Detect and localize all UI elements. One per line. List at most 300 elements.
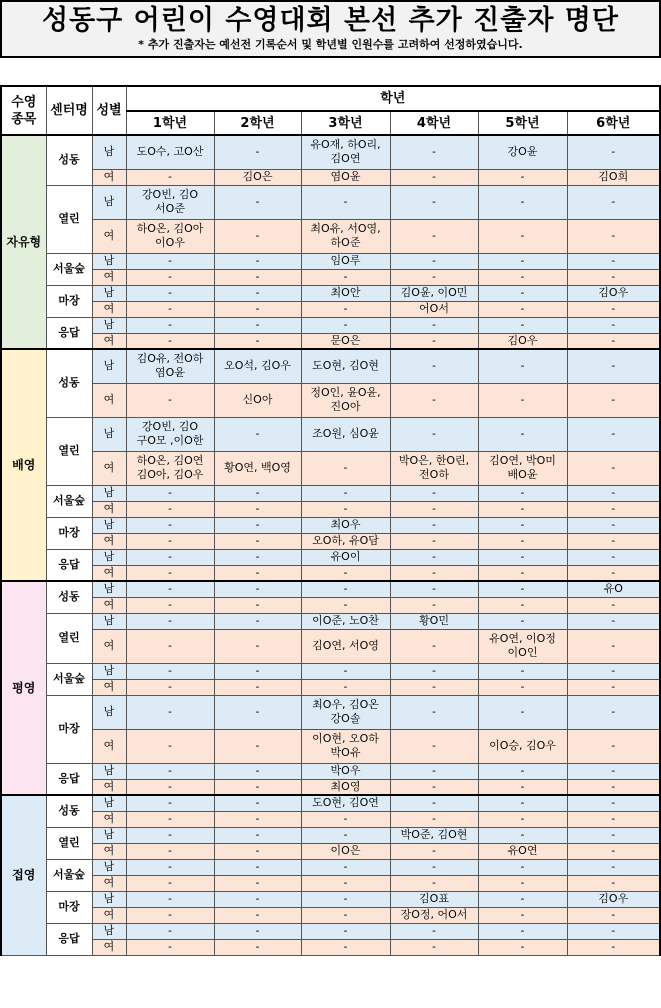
table-row (1, 451, 660, 485)
grade-6-cell: - (567, 811, 660, 827)
grade-3-cell: - (301, 317, 390, 333)
grade-1-cell: - (126, 795, 214, 811)
header-grade-2: 2학년 (214, 111, 301, 135)
grade-4-cell: - (390, 859, 478, 875)
gender-cell: 남 (92, 923, 126, 939)
table-row (1, 779, 660, 795)
center-label: 응답 (46, 549, 92, 581)
grade-2-cell: 신O아 (214, 383, 301, 417)
grade-5-cell: 유O연, 이O정 이O인 (478, 629, 567, 663)
table-row (1, 169, 660, 185)
grade-3-cell: - (301, 301, 390, 317)
grade-5-cell: - (478, 779, 567, 795)
grade-3-cell: - (301, 663, 390, 679)
grade-2-cell: - (214, 859, 301, 875)
gender-cell: 여 (92, 729, 126, 763)
grade-3-cell: 정O인, 윤O윤, 진O아 (301, 383, 390, 417)
grade-4-cell: - (390, 169, 478, 185)
page-title: 성동구 어린이 수영대회 본선 추가 진출자 명단 (42, 5, 619, 36)
grade-3-cell: - (301, 565, 390, 581)
grade-2-cell: - (214, 549, 301, 565)
grade-5-cell: - (478, 907, 567, 923)
grade-6-cell: - (567, 333, 660, 349)
grade-4-cell: - (390, 597, 478, 613)
grade-5-cell: - (478, 679, 567, 695)
gender-cell: 여 (92, 501, 126, 517)
gender-cell: 여 (92, 269, 126, 285)
grade-1-cell: - (126, 565, 214, 581)
header-gender: 성별 (92, 86, 126, 135)
grade-2-cell: - (214, 795, 301, 811)
center-label: 응답 (46, 317, 92, 349)
grade-5-cell: - (478, 301, 567, 317)
grade-6-cell: - (567, 349, 660, 383)
gender-cell: 남 (92, 581, 126, 597)
table-row (1, 581, 660, 597)
grade-1-cell: - (126, 317, 214, 333)
grade-2-cell: - (214, 285, 301, 301)
grade-5-cell: - (478, 581, 567, 597)
center-label: 응답 (46, 763, 92, 795)
grade-4-cell: - (390, 501, 478, 517)
gender-cell: 여 (92, 939, 126, 955)
center-label: 열린 (46, 417, 92, 485)
grade-4-cell: - (390, 843, 478, 859)
grade-3-cell: 유O재, 하O리, 김O연 (301, 135, 390, 169)
grade-3-cell: 이O현, 오O하 박O유 (301, 729, 390, 763)
grade-1-cell: - (126, 827, 214, 843)
grade-4-cell: 장O정, 어O서 (390, 907, 478, 923)
grade-2-cell: - (214, 269, 301, 285)
grade-6-cell: - (567, 859, 660, 875)
grade-6-cell: - (567, 301, 660, 317)
grade-2-cell: - (214, 253, 301, 269)
table-row (1, 923, 660, 939)
grade-3-cell: 김O연, 서O영 (301, 629, 390, 663)
grade-2-cell: - (214, 811, 301, 827)
gender-cell: 남 (92, 891, 126, 907)
grade-5-cell: - (478, 565, 567, 581)
title-banner (0, 0, 661, 58)
table-row (1, 795, 660, 811)
grade-5-cell: - (478, 185, 567, 219)
grade-6-cell: 김O우 (567, 285, 660, 301)
grade-3-cell: - (301, 485, 390, 501)
header-grade-6: 6학년 (567, 111, 660, 135)
grade-4-cell: - (390, 349, 478, 383)
grade-6-cell: - (567, 565, 660, 581)
table-row (1, 613, 660, 629)
grade-2-cell: - (214, 485, 301, 501)
gender-cell: 남 (92, 859, 126, 875)
grade-4-cell: - (390, 383, 478, 417)
table-row (1, 827, 660, 843)
event-label: 배영 (1, 349, 46, 581)
grade-6-cell: - (567, 383, 660, 417)
table-row (1, 859, 660, 875)
gender-cell: 남 (92, 285, 126, 301)
table-row (1, 629, 660, 663)
grade-5-cell: - (478, 763, 567, 779)
center-label: 열린 (46, 613, 92, 663)
table-row (1, 533, 660, 549)
grade-4-cell: - (390, 581, 478, 597)
grade-5-cell: - (478, 811, 567, 827)
grade-5-cell: - (478, 663, 567, 679)
grade-6-cell: - (567, 533, 660, 549)
grade-2-cell: - (214, 843, 301, 859)
center-label: 서울숲 (46, 859, 92, 891)
header-grade-1: 1학년 (126, 111, 214, 135)
grade-2-cell: - (214, 533, 301, 549)
grade-5-cell: - (478, 875, 567, 891)
grade-3-cell: - (301, 811, 390, 827)
event-label: 평영 (1, 581, 46, 795)
grade-4-cell: - (390, 549, 478, 565)
grade-4-cell: - (390, 795, 478, 811)
table-row (1, 185, 660, 219)
grade-1-cell: 강O빈, 김O 서O준 (126, 185, 214, 219)
grade-4-cell: - (390, 729, 478, 763)
grade-1-cell: - (126, 923, 214, 939)
grade-1-cell: - (126, 875, 214, 891)
grade-6-cell: - (567, 451, 660, 485)
grade-2-cell: - (214, 939, 301, 955)
grade-1-cell: 하O온, 김O아 이O우 (126, 219, 214, 253)
grade-6-cell: - (567, 679, 660, 695)
gender-cell: 여 (92, 843, 126, 859)
grade-5-cell: 강O윤 (478, 135, 567, 169)
grade-4-cell: - (390, 565, 478, 581)
grade-4-cell: - (390, 417, 478, 451)
table-row (1, 269, 660, 285)
grade-2-cell: - (214, 581, 301, 597)
center-label: 마장 (46, 285, 92, 317)
grade-1-cell: - (126, 501, 214, 517)
grade-2-cell: - (214, 729, 301, 763)
grade-6-cell: - (567, 417, 660, 451)
grade-6-cell: - (567, 795, 660, 811)
grade-5-cell: - (478, 695, 567, 729)
grade-6-cell: 김O우 (567, 891, 660, 907)
grade-2-cell: - (214, 219, 301, 253)
table-row (1, 317, 660, 333)
grade-3-cell: - (301, 875, 390, 891)
center-label: 성동 (46, 349, 92, 417)
table-row (1, 253, 660, 269)
grade-6-cell: - (567, 613, 660, 629)
grade-6-cell: - (567, 843, 660, 859)
grade-4-cell: 김O표 (390, 891, 478, 907)
grade-4-cell: - (390, 939, 478, 955)
center-label: 응답 (46, 923, 92, 955)
table-row (1, 565, 660, 581)
grade-5-cell: - (478, 549, 567, 565)
grade-1-cell: - (126, 485, 214, 501)
gender-cell: 여 (92, 679, 126, 695)
grade-3-cell: - (301, 859, 390, 875)
grade-3-cell: - (301, 939, 390, 955)
center-label: 성동 (46, 795, 92, 827)
grade-2-cell: - (214, 891, 301, 907)
table-row (1, 417, 660, 451)
grade-4-cell: - (390, 679, 478, 695)
gender-cell: 남 (92, 253, 126, 269)
gender-cell: 여 (92, 301, 126, 317)
grade-4-cell: 어O서 (390, 301, 478, 317)
grade-3-cell: 도O현, 김O연 (301, 795, 390, 811)
grade-2-cell: - (214, 663, 301, 679)
grade-3-cell: 도O현, 김O현 (301, 349, 390, 383)
gender-cell: 여 (92, 779, 126, 795)
gender-cell: 남 (92, 517, 126, 533)
grade-3-cell: - (301, 679, 390, 695)
grade-6-cell: - (567, 629, 660, 663)
grade-1-cell: - (126, 517, 214, 533)
center-label: 마장 (46, 891, 92, 923)
center-label: 서울숲 (46, 485, 92, 517)
grade-1-cell: - (126, 679, 214, 695)
grade-1-cell: - (126, 629, 214, 663)
header-grade-3: 3학년 (301, 111, 390, 135)
grade-2-cell: - (214, 875, 301, 891)
grade-2-cell: - (214, 907, 301, 923)
center-label: 서울숲 (46, 663, 92, 695)
grade-2-cell: 김O은 (214, 169, 301, 185)
gender-cell: 남 (92, 417, 126, 451)
grade-2-cell: - (214, 613, 301, 629)
table-row (1, 135, 660, 169)
grade-4-cell: - (390, 269, 478, 285)
grade-3-cell: 염O윤 (301, 169, 390, 185)
grade-4-cell: - (390, 333, 478, 349)
grade-3-cell: 조O원, 심O윤 (301, 417, 390, 451)
grade-3-cell: 이O준, 노O찬 (301, 613, 390, 629)
table-row (1, 875, 660, 891)
grade-1-cell: - (126, 763, 214, 779)
grade-5-cell: - (478, 533, 567, 549)
grade-5-cell: - (478, 253, 567, 269)
gender-cell: 남 (92, 549, 126, 565)
grade-6-cell: - (567, 729, 660, 763)
grade-2-cell: 황O연, 백O영 (214, 451, 301, 485)
grade-6-cell: 김O희 (567, 169, 660, 185)
grade-4-cell: - (390, 219, 478, 253)
center-label: 마장 (46, 517, 92, 549)
gender-cell: 남 (92, 663, 126, 679)
center-label: 마장 (46, 695, 92, 763)
table-row (1, 811, 660, 827)
grade-6-cell: - (567, 695, 660, 729)
grade-5-cell: - (478, 317, 567, 333)
grade-1-cell: - (126, 169, 214, 185)
table-row (1, 301, 660, 317)
grade-1-cell: - (126, 907, 214, 923)
grade-5-cell: - (478, 485, 567, 501)
grade-1-cell: - (126, 581, 214, 597)
roster-table (0, 85, 661, 956)
header-center: 센터명 (46, 86, 92, 135)
grade-1-cell: - (126, 549, 214, 565)
grade-6-cell: - (567, 253, 660, 269)
grade-4-cell: - (390, 317, 478, 333)
gender-cell: 여 (92, 907, 126, 923)
grade-1-cell: - (126, 333, 214, 349)
grade-5-cell: - (478, 891, 567, 907)
grade-2-cell: - (214, 597, 301, 613)
grade-5-cell: - (478, 923, 567, 939)
grade-4-cell: - (390, 875, 478, 891)
grade-4-cell: 김O윤, 이O민 (390, 285, 478, 301)
grade-6-cell: - (567, 779, 660, 795)
grade-6-cell: - (567, 763, 660, 779)
grade-6-cell: - (567, 549, 660, 565)
grade-2-cell: - (214, 565, 301, 581)
grade-5-cell: - (478, 597, 567, 613)
grade-2-cell: - (214, 301, 301, 317)
gender-cell: 남 (92, 763, 126, 779)
grade-5-cell: - (478, 939, 567, 955)
grade-2-cell: - (214, 333, 301, 349)
grade-5-cell: - (478, 417, 567, 451)
table-row (1, 501, 660, 517)
table-row (1, 679, 660, 695)
grade-5-cell: 김O연, 박O미 배O윤 (478, 451, 567, 485)
grade-5-cell: - (478, 501, 567, 517)
gender-cell: 여 (92, 219, 126, 253)
grade-1-cell: - (126, 533, 214, 549)
grade-5-cell: 이O승, 김O우 (478, 729, 567, 763)
grade-3-cell: - (301, 269, 390, 285)
grade-3-cell: 최O영 (301, 779, 390, 795)
grade-6-cell: - (567, 185, 660, 219)
grade-6-cell: - (567, 219, 660, 253)
gender-cell: 여 (92, 169, 126, 185)
grade-6-cell: - (567, 875, 660, 891)
table-row (1, 219, 660, 253)
grade-6-cell: - (567, 827, 660, 843)
grade-5-cell: - (478, 795, 567, 811)
grade-3-cell: - (301, 451, 390, 485)
grade-3-cell: - (301, 501, 390, 517)
table-row (1, 843, 660, 859)
header-grade-5: 5학년 (478, 111, 567, 135)
center-label: 열린 (46, 185, 92, 253)
gender-cell: 여 (92, 811, 126, 827)
grade-5-cell: - (478, 285, 567, 301)
grade-6-cell: - (567, 597, 660, 613)
grade-1-cell: - (126, 891, 214, 907)
grade-2-cell: - (214, 779, 301, 795)
gender-cell: 남 (92, 185, 126, 219)
grade-1-cell: - (126, 859, 214, 875)
grade-2-cell: - (214, 317, 301, 333)
grade-1-cell: - (126, 811, 214, 827)
table-row (1, 663, 660, 679)
grade-4-cell: - (390, 485, 478, 501)
gender-cell: 남 (92, 349, 126, 383)
grade-6-cell: - (567, 939, 660, 955)
table-row (1, 517, 660, 533)
grade-5-cell: - (478, 613, 567, 629)
grade-2-cell: - (214, 827, 301, 843)
grade-5-cell: - (478, 169, 567, 185)
grade-4-cell: - (390, 923, 478, 939)
gender-cell: 남 (92, 827, 126, 843)
grade-2-cell: - (214, 629, 301, 663)
gender-cell: 여 (92, 383, 126, 417)
grade-4-cell: - (390, 695, 478, 729)
grade-3-cell: - (301, 827, 390, 843)
grade-1-cell: - (126, 729, 214, 763)
gender-cell: 여 (92, 597, 126, 613)
grade-6-cell: - (567, 907, 660, 923)
table-row (1, 333, 660, 349)
grade-1-cell: - (126, 597, 214, 613)
center-label: 성동 (46, 581, 92, 613)
grade-5-cell: - (478, 349, 567, 383)
grade-4-cell: - (390, 763, 478, 779)
gender-cell: 남 (92, 795, 126, 811)
grade-3-cell: 박O우 (301, 763, 390, 779)
grade-1-cell: - (126, 269, 214, 285)
grade-2-cell: - (214, 501, 301, 517)
center-label: 서울숲 (46, 253, 92, 285)
grade-3-cell: 문O은 (301, 333, 390, 349)
table-row (1, 891, 660, 907)
grade-3-cell: 임O루 (301, 253, 390, 269)
grade-5-cell: - (478, 383, 567, 417)
grade-5-cell: 김O우 (478, 333, 567, 349)
grade-4-cell: - (390, 779, 478, 795)
grade-5-cell: - (478, 827, 567, 843)
header-grade-4: 4학년 (390, 111, 478, 135)
grade-2-cell: - (214, 923, 301, 939)
gender-cell: 여 (92, 565, 126, 581)
grade-3-cell: 최O우 (301, 517, 390, 533)
grade-4-cell: 황O민 (390, 613, 478, 629)
grade-5-cell: - (478, 517, 567, 533)
grade-4-cell: - (390, 135, 478, 169)
grade-4-cell: - (390, 629, 478, 663)
grade-1-cell: 김O유, 전O하 염O윤 (126, 349, 214, 383)
center-label: 열린 (46, 827, 92, 859)
grade-1-cell: - (126, 939, 214, 955)
grade-1-cell: - (126, 301, 214, 317)
gender-cell: 남 (92, 695, 126, 729)
table-row (1, 485, 660, 501)
grade-3-cell: 유O이 (301, 549, 390, 565)
gender-cell: 남 (92, 317, 126, 333)
grade-4-cell: - (390, 663, 478, 679)
table-row (1, 285, 660, 301)
grade-1-cell: - (126, 695, 214, 729)
grade-1-cell: - (126, 663, 214, 679)
grade-5-cell: - (478, 269, 567, 285)
grade-1-cell: - (126, 253, 214, 269)
table-row (1, 383, 660, 417)
gender-cell: 여 (92, 629, 126, 663)
grade-2-cell: 오O석, 김O우 (214, 349, 301, 383)
table-row (1, 549, 660, 565)
table-row (1, 597, 660, 613)
grade-1-cell: - (126, 613, 214, 629)
grade-1-cell: - (126, 843, 214, 859)
grade-1-cell: - (126, 383, 214, 417)
grade-1-cell: - (126, 779, 214, 795)
grade-3-cell: 이O은 (301, 843, 390, 859)
grade-6-cell: - (567, 663, 660, 679)
